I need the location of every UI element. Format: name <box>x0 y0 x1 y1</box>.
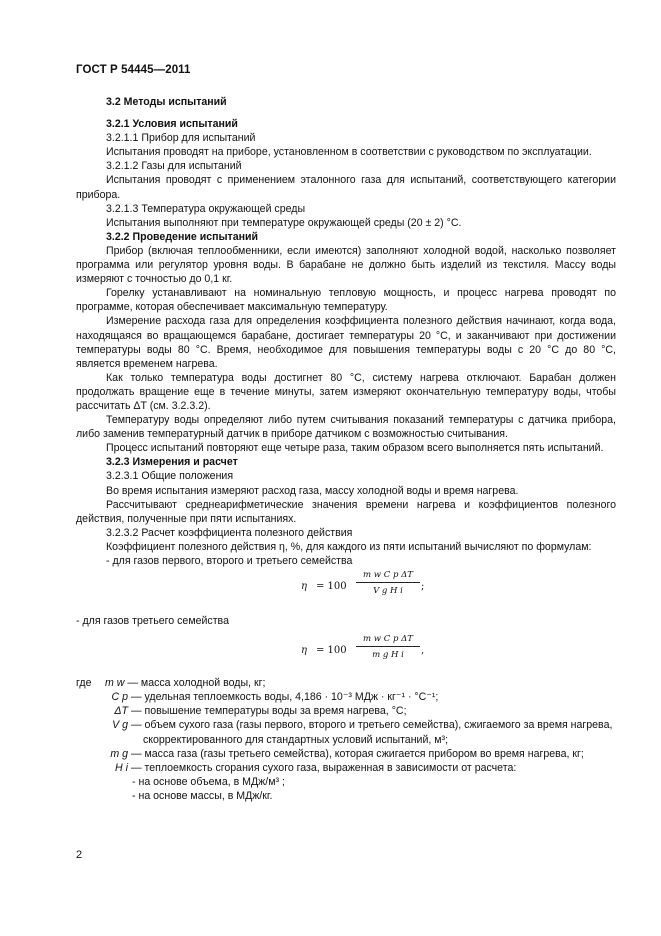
definition-text: — масса газа (газы третьего семейства), которая сжигается прибором во время нагрева, кг; <box>130 747 584 760</box>
definitions-list <box>76 676 616 803</box>
formula-label: - для газов первого, второго и третьего семейства <box>106 555 353 567</box>
formula-eq: = 100 <box>316 581 347 593</box>
section-title: 3.2 Методы испытаний <box>106 96 227 108</box>
paragraph: Измерение расхода газа для определения коэффициента полезного действия начинают, когда вода, находящаяся во вращающемся барабане, достигает температуры 20 °С, и заканчивают при достижении температуры воды 80 °С. Время, необходимое для повышения температуры воды с 20 °С до 80 °С, является временем нагрева. <box>76 315 616 370</box>
definition-text: скорректированного для стандартных условий испытаний, м³; <box>142 733 449 746</box>
formula-punct: , <box>421 645 425 657</box>
definition-row <box>76 704 616 718</box>
definition-text: — повышение температуры воды за время нагрева, °С; <box>130 705 407 718</box>
subsection-title: 3.2.2 Проведение испытаний <box>106 230 259 243</box>
list-item: - на основе объема, в МДж/м³ ; <box>132 775 285 788</box>
paragraph: Горелку устанавливают на номинальную тепловую мощность, и процесс нагрева проводят по программе, которая обеспечивает максимальную температуру. <box>76 287 616 314</box>
formula-numerator: m w C p ΔT <box>363 634 413 645</box>
definition-text: — объем сухого газа (газы первого, второго и третьего семейства), сжигаемого за время нагрева, <box>130 719 613 732</box>
fraction-bar <box>356 646 420 647</box>
formula-numerator: m w C p ΔT <box>363 570 413 581</box>
formula-2 <box>76 632 616 672</box>
definition-symbol: V g <box>112 719 128 732</box>
definition-symbol: m g <box>110 747 128 760</box>
paragraph: Испытания выполняют при температуре окружающей среды (20 ± 2) °С. <box>106 216 462 229</box>
formula-punct: ; <box>421 581 425 593</box>
definition-symbol: H i <box>115 761 128 774</box>
clause-title: 3.2.3.1 Общие положения <box>106 470 234 483</box>
paragraph: Процесс испытаний повторяют еще четыре раза, таким образом всего выполняется пять испытаний. <box>106 442 604 455</box>
definition-symbol: m w <box>105 677 125 690</box>
subsection-title: 3.2.1 Условия испытаний <box>106 118 238 131</box>
fraction-bar <box>356 582 420 583</box>
definition-text: — удельная теплоемкость воды, 4,186 · 10⁻³ МДж · кг⁻¹ · °С⁻¹; <box>130 691 439 704</box>
definition-row <box>76 761 616 775</box>
clause-title: 3.2.1.2 Газы для испытаний <box>106 160 242 173</box>
definition-symbol: C p <box>111 691 128 704</box>
definition-text: — масса холодной воды, кг; <box>127 677 266 690</box>
where-label: где <box>76 677 92 690</box>
formula-eq: = 100 <box>316 645 347 657</box>
formula-1 <box>76 568 616 608</box>
formula-label: - для газов третьего семейства <box>76 615 229 628</box>
definition-symbol: ΔT <box>114 705 128 718</box>
paragraph: Рассчитывают среднеарифметические значения времени нагрева и коэффициентов полезного действия, полученные при пяти испытаниях. <box>76 498 616 525</box>
definition-row <box>76 747 616 761</box>
definition-row <box>76 690 616 704</box>
formula-lhs: η <box>301 645 307 657</box>
definition-row <box>76 718 616 732</box>
formula-denominator: m g H i <box>372 650 404 661</box>
paragraph: Испытания проводят на приборе, установленном в соответствии с руководством по эксплуатации. <box>106 146 592 159</box>
paragraph: Во время испытания измеряют расход газа, массу холодной воды и время нагрева. <box>106 484 519 497</box>
paragraph: Как только температура воды достигнет 80 °С, систему нагрева отключают. Барабан должен продолжать вращение еще в течение минуты, затем измеряют окончательную температуру воды, чтобы рассчитать ΔT (см. 3.2.3.2). <box>76 371 616 412</box>
document-header: ГОСТ Р 54445—2011 <box>76 64 191 76</box>
clause-title: 3.2.1.3 Температура окружающей среды <box>106 202 306 215</box>
list-item: - на основе массы, в МДж/кг. <box>132 789 273 802</box>
subsection-title: 3.2.3 Измерения и расчет <box>106 456 238 469</box>
paragraph: Испытания проводят с применением эталонного газа для испытаний, соответствующего категории прибора. <box>76 174 616 201</box>
paragraph: Температуру воды определяют либо путем считывания показаний температуры с датчика прибора, либо заменив температурный датчик в приборе датчиком с возможностью считывания. <box>76 414 616 441</box>
page-number: 2 <box>76 849 83 861</box>
clause-title: 3.2.1.1 Прибор для испытаний <box>106 132 256 145</box>
formula-denominator: V g H i <box>373 586 403 597</box>
formula-lhs: η <box>301 581 307 593</box>
definition-text: — теплоемкость сгорания сухого газа, выраженная в зависимости от расчета: <box>130 761 517 774</box>
definition-row <box>76 676 616 690</box>
paragraph: Коэффициент полезного действия η, %, для каждого из пяти испытаний вычисляют по формулам: <box>106 540 592 553</box>
document-body <box>76 88 616 803</box>
clause-title: 3.2.3.2 Расчет коэффициента полезного действия <box>106 526 353 539</box>
paragraph: Прибор (включая теплообменники, если имеются) заполняют холодной водой, насколько позволяет программа или регулятор уровня воды. В барабане не должно быть изделий из текстиля. Массу воды измеряют с точностью до 0,1 кг. <box>76 244 616 286</box>
definition-row <box>76 733 616 747</box>
